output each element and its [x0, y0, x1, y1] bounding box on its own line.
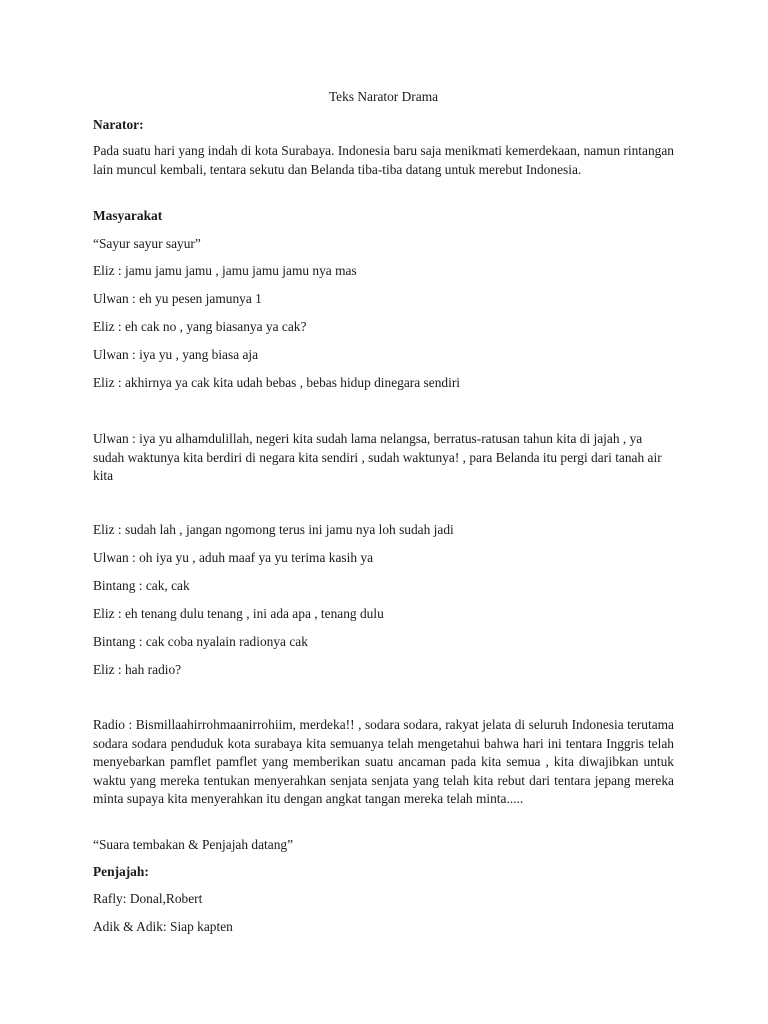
dialogue-line: Eliz : akhirnya ya cak kita udah bebas , bebas hidup dinegara sendiri [93, 375, 461, 390]
document-title: Teks Narator Drama [328, 89, 439, 104]
dialogue-line: Rafly: Donal,Robert [93, 891, 203, 906]
narator-heading: Narator: [93, 117, 144, 132]
document-page [93, 0, 674, 1024]
dialogue-line: Bintang : cak, cak [93, 578, 190, 593]
masyarakat-heading: Masyarakat [93, 208, 163, 223]
dialogue-line: Eliz : eh tenang dulu tenang , ini ada apa , tenang dulu [93, 606, 384, 621]
narator-paragraph: Pada suatu hari yang indah di kota Surabaya. Indonesia baru saja menikmati kemerdekaan, namun rintangan lain muncul kembali, tentara sekutu dan Belanda tiba-tiba datang untuk merebut Indonesia. [93, 143, 674, 177]
dialogue-line: Eliz : sudah lah , jangan ngomong terus ini jamu nya loh sudah jadi [93, 522, 454, 537]
dialogue-line: Ulwan : oh iya yu , aduh maaf ya yu terima kasih ya [93, 550, 374, 565]
dialogue-line: Ulwan : iya yu , yang biasa aja [93, 347, 259, 362]
dialogue-line: Eliz : eh cak no , yang biasanya ya cak? [93, 319, 307, 334]
ulwan-paragraph: Ulwan : iya yu alhamdulillah, negeri kita sudah lama nelangsa, berratus-ratusan tahun kita di jajah , ya sudah waktunya kita berdiri di negara kita sendiri , sudah waktunya! , para Belanda itu pergi dari tanah air kita [93, 431, 662, 483]
dialogue-line: Eliz : jamu jamu jamu , jamu jamu jamu nya mas [93, 263, 357, 278]
stage-direction: “Suara tembakan & Penjajah datang” [93, 837, 294, 852]
dialogue-line: Bintang : cak coba nyalain radionya cak [93, 634, 308, 649]
radio-paragraph: Radio : Bismillaahirrohmaanirrohiim, merdeka!! , sodara sodara, rakyat jelata di seluruh Indonesia terutama sodara sodara penduduk kota surabaya kita semuanya telah mengetahui bahwa hari ini tentara Inggris telah menyebarkan pamflet pamflet yang memberikan suatu ancaman pada kita semua , kita diwajibkan untuk waktu yang mereka tentukan menyerahkan senjata senjata yang telah kita rebut dari tentara jepang mereka minta supaya kita menyerahkan itu dengan angkat tangan mereka telah minta..... [93, 717, 674, 806]
dialogue-line: Ulwan : eh yu pesen jamunya 1 [93, 291, 262, 306]
dialogue-line: Adik & Adik: Siap kapten [93, 919, 233, 934]
dialogue-line: Eliz : hah radio? [93, 662, 182, 677]
penjajah-heading: Penjajah: [93, 864, 149, 879]
dialogue-line: “Sayur sayur sayur” [93, 236, 201, 251]
